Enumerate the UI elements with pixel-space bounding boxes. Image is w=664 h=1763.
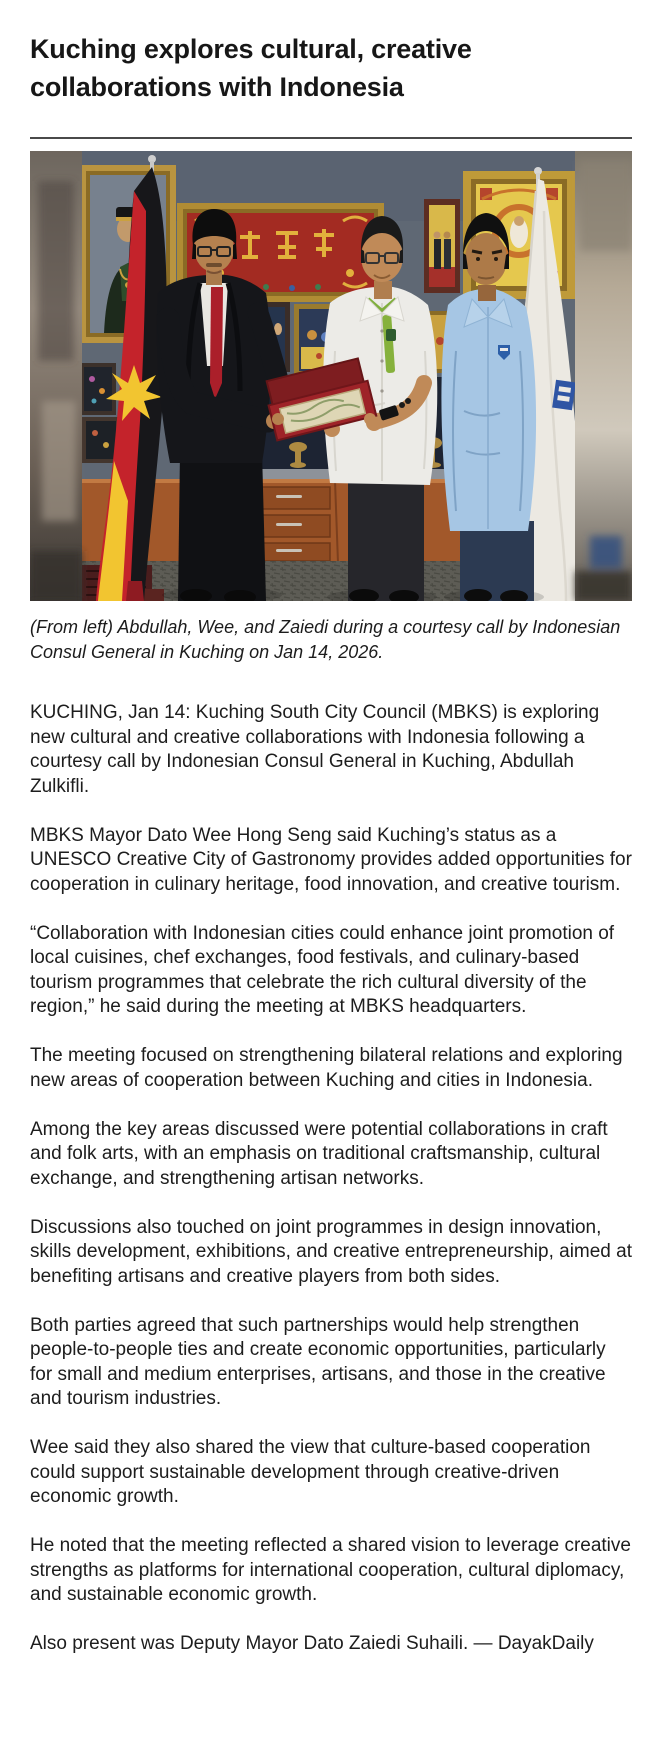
photo-blur-edge-right [575, 151, 632, 601]
article-paragraph: KUCHING, Jan 14: Kuching South City Council (MBKS) is exploring new cultural and creative collaborations with Indonesia following a courtesy call by Indonesian Consul General in Kuching, Abdullah Zulkifli. [30, 702, 600, 797]
article-paragraph: MBKS Mayor Dato Wee Hong Seng said Kuching’s status as a UNESCO Creative City of Gastronomy provides added opportunities for cooperation in culinary heritage, food innovation, and creative tourism. [30, 824, 632, 895]
article-paragraph: Discussions also touched on joint programmes in design innovation, skills development, exhibitions, and creative entrepreneurship, aimed at benefiting artisans and creative players from both sides. [30, 1216, 632, 1287]
article-paragraph: “Collaboration with Indonesian cities could enhance joint promotion of local cuisines, chef exchanges, food festivals, and culinary-based tourism programmes that celebrate the rich cultural diversity of the region,” he said during the meeting at MBKS headquarters. [30, 922, 615, 1017]
headline-divider [30, 137, 632, 139]
photo-blur-edge-left [30, 151, 82, 601]
article-paragraph: He noted that the meeting reflected a shared vision to leverage creative strengths as platforms for international cooperation, cultural diplomacy, and sustainable economic growth. [30, 1535, 631, 1605]
article-paragraph: Both parties agreed that such partnerships would help strengthen people-to-people ties and create economic opportunities, particularly for small and medium enterprises, artisans, and those in the creative and tourism industries. [30, 1314, 606, 1409]
article-body [30, 701, 632, 1657]
small-frames-left [80, 363, 120, 463]
article-paragraph: Among the key areas discussed were potential collaborations in craft and folk arts, with an emphasis on traditional craftsmanship, cultural exchange, and strengthening artisan networks. [30, 1118, 608, 1189]
article-headline: Kuching explores cultural, creative collaborations with Indonesia [30, 34, 472, 102]
article-paragraph: Wee said they also shared the view that culture-based cooperation could support sustainable development through creative-driven economic growth. [30, 1437, 591, 1507]
photo-caption: (From left) Abdullah, Wee, and Zaiedi during a courtesy call by Indonesian Consul General in Kuching on Jan 14, 2026. [30, 617, 621, 662]
article-photo [30, 151, 632, 601]
article-paragraph: Also present was Deputy Mayor Dato Zaiedi Suhaili. — DayakDaily [30, 1633, 594, 1654]
article-paragraph: The meeting focused on strengthening bilateral relations and exploring new areas of cooperation between Kuching and cities in Indonesia. [30, 1045, 623, 1091]
